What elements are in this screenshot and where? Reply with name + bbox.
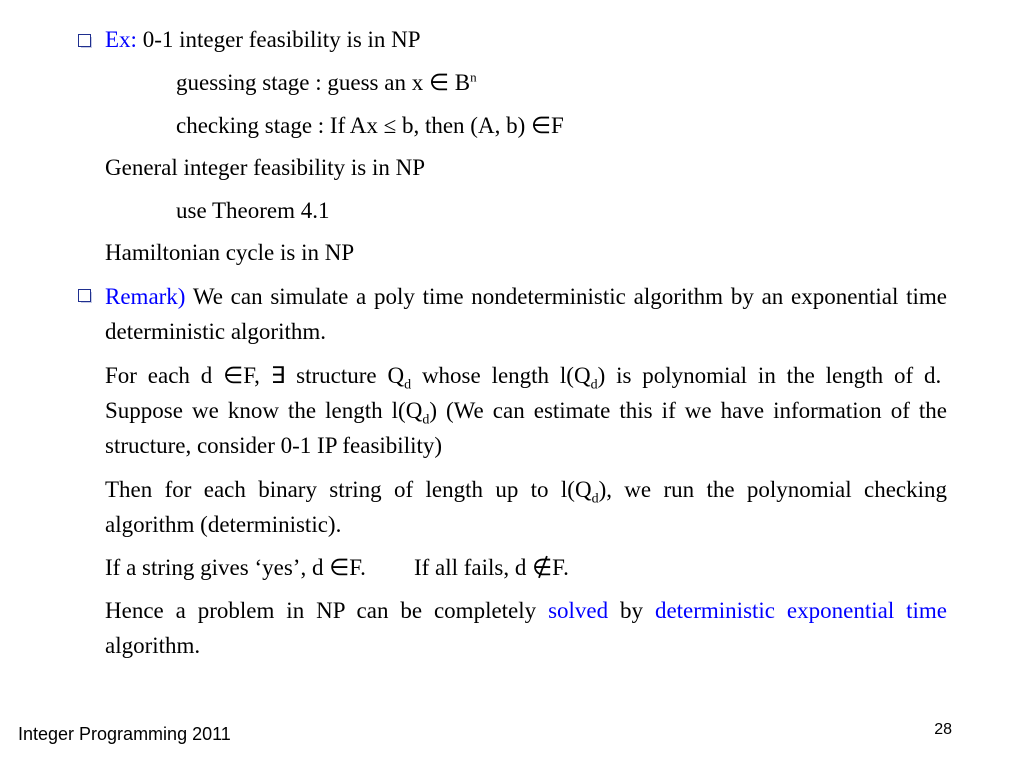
theorem-line: use Theorem 4.1 bbox=[176, 198, 330, 223]
then-paragraph bbox=[105, 472, 947, 542]
guessing-stage-sup: n bbox=[470, 69, 477, 85]
for-each-text-4: ) (We can estimate this if we have information of the structure, consider 0-1 IP feasibility) bbox=[105, 398, 947, 458]
deterministic-exponential-highlight: deterministic exponential time bbox=[654, 598, 947, 623]
then-text-1: Then for each binary string of length up to l(Q bbox=[105, 477, 592, 502]
square-bullet-icon bbox=[78, 289, 91, 302]
hence-text-2: by bbox=[608, 598, 655, 623]
for-each-text-1: For each d ∈F, ∃ structure Q bbox=[105, 363, 405, 388]
checking-stage-line: checking stage : If Ax ≤ b, then (A, b) ∈F bbox=[176, 113, 564, 138]
footer-course-title: Integer Programming 2011 bbox=[18, 724, 231, 744]
page-number: 28 bbox=[934, 721, 952, 738]
solved-highlight: solved bbox=[548, 598, 609, 623]
hamiltonian-line: Hamiltonian cycle is in NP bbox=[105, 240, 355, 265]
subscript-d: d bbox=[591, 491, 599, 507]
if-all-fails-text: If all fails, d ∉F. bbox=[413, 555, 569, 580]
hence-text-1: Hence a problem in NP can be completely bbox=[105, 598, 549, 623]
remark-text: We can simulate a poly time nondeterministic algorithm by an exponential time deterministic algorithm. bbox=[105, 284, 947, 344]
subscript-d: d bbox=[422, 412, 430, 428]
if-string-text: If a string gives ‘yes’, d ∈F. bbox=[105, 555, 366, 580]
ex-label: Ex: bbox=[105, 27, 137, 52]
if-string-line bbox=[105, 551, 569, 585]
hence-text-3: algorithm. bbox=[105, 633, 201, 658]
guessing-stage-text: guessing stage : guess an x ∈ B bbox=[176, 70, 471, 95]
ex-title: 0-1 integer feasibility is in NP bbox=[142, 27, 421, 52]
remark-label: Remark) bbox=[105, 284, 186, 309]
remark-paragraph bbox=[105, 279, 947, 349]
hence-paragraph bbox=[105, 593, 947, 663]
ex-line bbox=[105, 23, 421, 57]
subscript-d: d bbox=[404, 377, 412, 393]
for-each-text-2: whose length l(Q bbox=[411, 363, 591, 388]
for-each-paragraph bbox=[105, 358, 947, 463]
subscript-d: d bbox=[590, 377, 598, 393]
guessing-stage-line bbox=[176, 66, 477, 100]
square-bullet-icon bbox=[78, 34, 91, 47]
general-integer-line: General integer feasibility is in NP bbox=[105, 155, 426, 180]
then-text-2: ), we run the polynomial checking algorithm (deterministic). bbox=[105, 477, 948, 537]
for-each-text-3: ) is polynomial in the length of d. Suppose we know the length l(Q bbox=[105, 363, 947, 423]
